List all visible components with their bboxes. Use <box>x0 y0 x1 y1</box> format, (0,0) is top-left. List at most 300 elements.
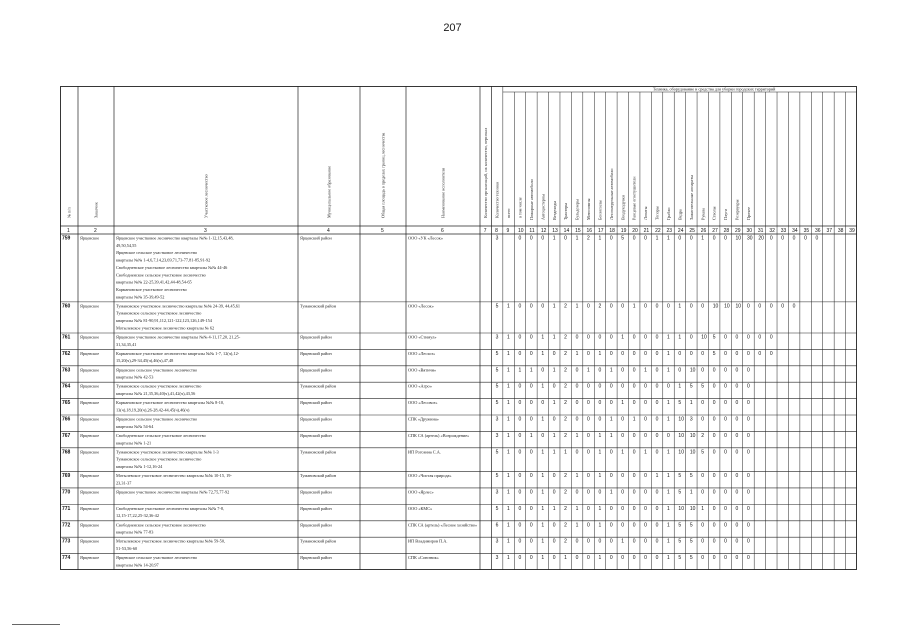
row-value: 0 <box>587 432 590 439</box>
row-value: 2 <box>564 303 567 310</box>
row-value: 1 <box>507 473 510 480</box>
equipment-header: Стволы <box>711 206 717 220</box>
row-value: 0 <box>701 538 705 545</box>
scan-artifact-line <box>12 624 60 625</box>
row-value: 0 <box>735 383 739 390</box>
row-value: 1 <box>598 555 602 562</box>
row-value: 0 <box>632 505 636 512</box>
row-value: 1 <box>541 350 545 357</box>
row-value: 0 <box>529 538 533 545</box>
row-value: 3 <box>495 538 499 545</box>
row-value: 3 <box>495 235 499 242</box>
sub-header: в том числе <box>517 197 523 218</box>
row-value: 1 <box>541 522 545 529</box>
row-value: 10 <box>724 303 730 310</box>
row-value: 0 <box>712 367 716 374</box>
column-header: № п/п <box>66 207 72 218</box>
row-municipality: Ярцевский район <box>300 555 332 561</box>
row-description: кварталы №№ 22-25,39,41,42,44-48,54-65 <box>116 279 192 285</box>
column-number: 11 <box>529 228 535 234</box>
row-value: 0 <box>712 555 716 562</box>
row-description: кварталы №№ 54-64 <box>116 423 154 429</box>
column-number: 34 <box>792 228 798 234</box>
row-value: 0 <box>655 538 659 545</box>
equipment-header: Резервуары <box>734 199 740 220</box>
row-value: 0 <box>632 538 636 545</box>
row-executor: ООО «Лесок» <box>408 303 434 309</box>
row-value: 1 <box>609 367 613 374</box>
row-value: 5 <box>495 350 499 357</box>
column-header: Наименование исполнителя <box>440 168 446 218</box>
row-executor: ООО «Лесовоз» <box>408 400 438 406</box>
row-executor: ООО «Лесхоз» <box>408 350 436 356</box>
row-value: 0 <box>598 416 602 423</box>
row-value: 0 <box>632 489 636 496</box>
row-value: 0 <box>781 235 785 242</box>
row-value: 0 <box>689 334 693 341</box>
equipment-header: Ранцевые огнетушители <box>631 176 637 220</box>
row-value: 0 <box>621 505 625 512</box>
row-district: Ярцевское <box>80 449 100 455</box>
row-value: 0 <box>529 416 533 423</box>
row-value: 2 <box>564 416 567 423</box>
row-number: 762 <box>62 350 71 357</box>
sub-header: всего <box>506 208 512 218</box>
row-value: 0 <box>575 367 579 374</box>
row-value: 1 <box>667 334 670 341</box>
row-municipality: Ярцевский район <box>300 367 332 373</box>
row-value: 2 <box>564 505 567 512</box>
row-value: 2 <box>564 432 567 439</box>
row-value: 5 <box>678 400 682 407</box>
row-municipality: Ярцевский район <box>300 416 332 422</box>
row-value: 0 <box>712 505 716 512</box>
row-description: Свободненское сельское участковое лесничество <box>116 522 206 528</box>
row-value: 0 <box>712 538 716 545</box>
row-executor: ООО «Стимул» <box>408 334 437 340</box>
row-value: 10 <box>678 432 684 439</box>
equipment-header: Лопаты <box>643 206 649 220</box>
row-value: 0 <box>529 235 533 242</box>
row-value: 0 <box>529 350 533 357</box>
row-district: Ярцевское <box>80 489 100 495</box>
row-value: 0 <box>701 350 705 357</box>
row-value: 1 <box>541 538 545 545</box>
row-value: 0 <box>609 235 613 242</box>
row-description: Мотылевское участковое лесничество кварталы № 62 <box>116 325 215 331</box>
row-value: 0 <box>621 555 625 562</box>
row-value: 0 <box>518 449 522 456</box>
row-municipality: Тумановский район <box>300 303 337 309</box>
row-value: 1 <box>541 334 545 341</box>
row-description: 12,15-17,22,25-32,36-42 <box>116 513 159 519</box>
equipment-header: Лесопатрульные автомобили <box>608 168 614 220</box>
row-value: 0 <box>644 555 647 562</box>
row-value: 10 <box>701 334 707 341</box>
row-value: 0 <box>735 449 739 456</box>
row-value: 1 <box>564 555 567 562</box>
row-district: Ярцевское <box>80 522 100 528</box>
row-value: 0 <box>575 416 579 423</box>
row-value: 0 <box>518 432 522 439</box>
row-value: 0 <box>587 416 590 423</box>
row-value: 1 <box>552 432 556 439</box>
row-description: кварталы №№ 1-21 <box>116 440 152 446</box>
row-value: 0 <box>529 555 533 562</box>
equipment-header: Зажигательные аппараты <box>688 175 694 220</box>
row-value: 0 <box>621 489 625 496</box>
row-value: 0 <box>632 432 636 439</box>
row-value: 1 <box>552 235 556 242</box>
column-number: 28 <box>723 228 730 234</box>
row-value: 0 <box>735 416 739 423</box>
row-value: 1 <box>541 555 545 562</box>
row-value: 0 <box>712 522 716 529</box>
row-value: 0 <box>518 383 522 390</box>
column-number: 3 <box>204 228 207 234</box>
column-number: 13 <box>552 228 558 234</box>
row-description: Кармановское участковое лесничество <box>116 286 187 292</box>
row-executor: СПК «Дружина» <box>408 416 439 422</box>
row-description: кварталы №№ 35-39,49-52 <box>116 294 165 300</box>
column-number: 35 <box>803 228 810 234</box>
row-district: Ярцевское <box>80 350 100 356</box>
row-value: 10 <box>712 303 719 310</box>
row-value: 0 <box>724 350 727 357</box>
row-value: 0 <box>609 505 613 512</box>
row-value: 0 <box>724 416 727 423</box>
row-description: кварталы №№ 1-4,6,7,14,23,69,71,73-77,81-85,91-92 <box>116 257 211 263</box>
row-value: 0 <box>701 489 705 496</box>
row-value: 1 <box>575 350 579 357</box>
row-value: 0 <box>655 383 659 390</box>
row-value: 1 <box>541 489 545 496</box>
row-value: 0 <box>529 383 533 390</box>
row-value: 0 <box>644 416 647 423</box>
row-value: 0 <box>746 505 750 512</box>
row-value: 1 <box>587 367 590 374</box>
row-value: 0 <box>609 334 613 341</box>
row-value: 0 <box>587 400 590 407</box>
row-value: 0 <box>667 383 670 390</box>
row-value: 0 <box>701 416 705 423</box>
row-value: 0 <box>712 416 716 423</box>
column-header: Участковое лесничество <box>203 174 209 218</box>
row-value: 1 <box>678 303 682 310</box>
row-value: 0 <box>621 522 625 529</box>
row-value: 0 <box>769 334 773 341</box>
row-value: 0 <box>621 367 625 374</box>
row-value: 0 <box>655 449 659 456</box>
column-number: 17 <box>597 228 604 234</box>
row-value: 0 <box>518 303 522 310</box>
row-value: 1 <box>575 303 579 310</box>
row-value: 1 <box>507 367 510 374</box>
row-description: Ярцевское участковое лесничество кварталы №№ 1-12,15,43,48, <box>116 235 234 241</box>
row-value: 0 <box>735 538 739 545</box>
row-value: 5 <box>689 473 693 480</box>
row-value: 1 <box>632 303 636 310</box>
row-value: 5 <box>689 522 693 529</box>
row-value: 0 <box>552 538 556 545</box>
row-value: 5 <box>495 383 499 390</box>
row-value: 0 <box>632 449 636 456</box>
row-value: 1 <box>507 538 510 545</box>
row-value: 0 <box>609 400 613 407</box>
row-municipality: Тумановский район <box>300 538 337 544</box>
row-value: 0 <box>541 303 545 310</box>
column-header: Муниципальное образование <box>326 165 332 218</box>
row-value: 1 <box>598 432 602 439</box>
row-value: 5 <box>712 350 716 357</box>
row-value: 0 <box>518 334 522 341</box>
row-value: 1 <box>507 303 510 310</box>
row-description: Тумановское участковое лесничество кварталы №№ 1-3 <box>116 449 219 455</box>
row-value: 1 <box>507 334 510 341</box>
row-value: 0 <box>529 334 533 341</box>
row-description: кварталы №№ 77-83 <box>116 529 154 535</box>
column-number: 27 <box>712 228 718 234</box>
row-value: 0 <box>746 400 750 407</box>
column-number: 21 <box>643 228 650 234</box>
row-value: 1 <box>667 400 670 407</box>
row-value: 0 <box>689 350 693 357</box>
row-value: 1 <box>655 235 659 242</box>
row-value: 0 <box>632 555 636 562</box>
row-description: Ярцевское сельское участковое лесничество <box>116 555 198 561</box>
row-value: 0 <box>701 473 705 480</box>
row-value: 0 <box>735 473 739 480</box>
row-value: 0 <box>655 303 659 310</box>
row-value: 5 <box>678 473 682 480</box>
row-value: 1 <box>575 432 579 439</box>
row-value: 5 <box>678 538 682 545</box>
row-municipality: Ярцевский район <box>300 505 332 511</box>
row-value: 1 <box>575 505 579 512</box>
row-value: 0 <box>678 367 682 374</box>
row-value: 1 <box>598 505 602 512</box>
row-value: 0 <box>609 555 613 562</box>
row-value: 1 <box>541 383 545 390</box>
row-district: Ярцевское <box>80 235 100 241</box>
row-value: 30 <box>746 235 753 242</box>
column-number: 4 <box>327 228 330 234</box>
row-number: 763 <box>62 367 71 374</box>
row-value: 1 <box>644 367 647 374</box>
column-number: 23 <box>666 228 673 234</box>
row-value: 0 <box>529 489 533 496</box>
row-value: 0 <box>541 367 545 374</box>
column-number: 5 <box>381 228 384 234</box>
column-header: Количество техники <box>494 181 500 218</box>
row-description: Ярцевское сельское участковое лесничество <box>116 416 198 422</box>
row-value: 0 <box>518 522 522 529</box>
row-value: 3 <box>495 555 499 562</box>
row-value: 0 <box>724 555 727 562</box>
row-value: 2 <box>564 400 567 407</box>
row-value: 0 <box>724 473 727 480</box>
row-description: кварталы №№ 42-53 <box>116 374 154 380</box>
row-value: 0 <box>724 449 727 456</box>
row-value: 1 <box>507 416 510 423</box>
row-value: 0 <box>518 555 522 562</box>
row-value: 0 <box>735 432 739 439</box>
row-value: 0 <box>609 522 613 529</box>
column-header: Общая площадь в пределах границ лесничества <box>380 132 386 218</box>
row-value: 1 <box>621 334 625 341</box>
row-value: 5 <box>678 522 682 529</box>
row-value: 0 <box>792 303 796 310</box>
row-value: 0 <box>575 555 579 562</box>
row-value: 0 <box>644 350 647 357</box>
row-value: 0 <box>712 449 716 456</box>
column-number: 31 <box>757 228 764 234</box>
row-description: Мотылевское участковое лесничество кварталы №№ 10-15, 19- <box>116 473 232 479</box>
row-value: 0 <box>769 350 773 357</box>
row-value: 1 <box>552 303 556 310</box>
row-value: 1 <box>689 489 693 496</box>
equipment-header: Автоцистерны <box>540 194 546 220</box>
equipment-header: Мотопомпы <box>586 198 592 220</box>
row-value: 0 <box>804 235 807 242</box>
column-number: 19 <box>620 228 627 234</box>
row-value: 10 <box>678 449 684 456</box>
row-value: 0 <box>724 489 727 496</box>
row-value: 0 <box>689 303 693 310</box>
row-number: 772 <box>62 522 71 529</box>
row-value: 0 <box>724 432 727 439</box>
row-description: 31,34,35,41 <box>116 341 137 347</box>
row-value: 0 <box>735 350 739 357</box>
row-value: 0 <box>746 489 750 496</box>
row-value: 0 <box>632 383 636 390</box>
column-number: 32 <box>769 228 775 234</box>
row-value: 0 <box>598 489 602 496</box>
row-value: 0 <box>746 303 750 310</box>
equipment-header: Рукава <box>700 207 706 220</box>
row-value: 0 <box>552 350 556 357</box>
row-value: 2 <box>564 367 567 374</box>
row-value: 0 <box>815 235 819 242</box>
row-value: 20 <box>758 235 764 242</box>
row-value: 0 <box>701 367 705 374</box>
row-value: 2 <box>598 303 602 310</box>
row-value: 0 <box>598 400 602 407</box>
row-value: 0 <box>518 473 522 480</box>
row-value: 2 <box>564 522 567 529</box>
row-number: 768 <box>62 449 71 456</box>
row-description: кварталы №№ 21,35,36,40(ч),41,42(ч),43,56 <box>116 391 196 397</box>
row-value: 0 <box>552 473 556 480</box>
row-value: 5 <box>678 555 682 562</box>
row-value: 1 <box>507 400 510 407</box>
row-description: 51-53,56-60 <box>116 546 138 552</box>
row-value: 1 <box>678 334 682 341</box>
row-district: Ярцевское <box>80 303 100 309</box>
row-value: 0 <box>598 383 602 390</box>
row-value: 1 <box>678 383 682 390</box>
row-description: Свободненское сельское участковое лесничество <box>116 432 206 438</box>
row-value: 0 <box>655 489 659 496</box>
row-value: 0 <box>712 235 716 242</box>
row-executor: ООО «Агро» <box>408 383 432 389</box>
row-value: 2 <box>564 538 567 545</box>
row-value: 1 <box>529 432 533 439</box>
row-value: 1 <box>552 505 556 512</box>
row-value: 0 <box>529 505 533 512</box>
row-number: 773 <box>62 538 71 545</box>
column-number: 12 <box>540 228 547 234</box>
row-value: 0 <box>587 473 590 480</box>
row-value: 0 <box>655 416 659 423</box>
row-number: 769 <box>62 473 71 480</box>
row-value: 0 <box>518 538 522 545</box>
row-value: 0 <box>587 489 590 496</box>
row-district: Ярцевское <box>80 473 100 479</box>
column-number: 14 <box>563 228 570 234</box>
row-number: 764 <box>62 383 71 390</box>
row-value: 0 <box>655 505 659 512</box>
row-municipality: Ярцевский район <box>300 334 332 340</box>
row-value: 5 <box>701 383 705 390</box>
row-value: 0 <box>541 400 545 407</box>
row-description: кварталы №№ 81-90,91,112,121-122,123,126,149-154 <box>116 318 212 324</box>
row-description: Кармановское участковое лесничество кварталы №№ 8-10, <box>116 400 225 406</box>
row-value: 2 <box>564 350 567 357</box>
column-number: 1 <box>67 228 70 234</box>
equipment-header: Тракторы <box>563 202 569 220</box>
row-value: 1 <box>598 350 602 357</box>
equipment-header: Плуги <box>723 208 729 220</box>
row-number: 767 <box>62 432 71 439</box>
row-value: 3 <box>495 416 499 423</box>
row-municipality: Ярцевский район <box>300 350 332 356</box>
row-number: 760 <box>62 303 71 310</box>
row-description: Свободненское участковое лесничество кварталы №№ 7-8, <box>116 505 225 511</box>
row-value: 0 <box>724 367 727 374</box>
row-value: 5 <box>689 383 693 390</box>
row-value: 0 <box>529 303 533 310</box>
row-description: Тумановское сельское участковое лесничество <box>116 456 202 462</box>
row-value: 0 <box>598 334 602 341</box>
row-value: 0 <box>792 235 796 242</box>
column-number: 9 <box>506 228 510 234</box>
row-value: 0 <box>644 522 647 529</box>
row-value: 1 <box>575 235 579 242</box>
row-value: 0 <box>746 334 750 341</box>
row-value: 0 <box>724 383 727 390</box>
row-value: 0 <box>746 367 750 374</box>
row-value: 0 <box>609 538 613 545</box>
row-value: 1 <box>575 522 579 529</box>
row-value: 0 <box>552 522 556 529</box>
row-executor: ИП Владимиров П.А. <box>408 538 448 544</box>
row-number: 761 <box>62 334 71 341</box>
row-value: 0 <box>769 303 773 310</box>
row-value: 0 <box>735 489 739 496</box>
row-value: 1 <box>552 367 556 374</box>
row-value: 0 <box>575 489 579 496</box>
row-value: 0 <box>746 350 750 357</box>
row-value: 0 <box>575 538 579 545</box>
row-value: 0 <box>644 400 647 407</box>
column-number: 25 <box>689 228 695 234</box>
column-number: 20 <box>632 228 638 234</box>
equipment-header: Прочее <box>745 207 751 220</box>
row-value: 0 <box>746 555 750 562</box>
row-value: 1 <box>667 555 670 562</box>
row-value: 0 <box>632 400 636 407</box>
